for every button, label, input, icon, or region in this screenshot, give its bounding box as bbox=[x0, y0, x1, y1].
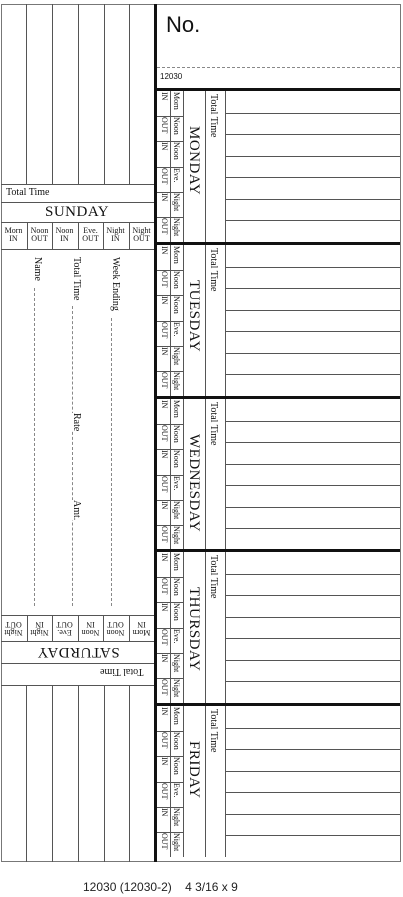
footer-text: 12030 (12030-2) 4 3/16 x 9 bbox=[83, 880, 238, 894]
saturday-slot: Eve. OUT bbox=[56, 620, 73, 637]
slot-label: Eve. bbox=[172, 322, 181, 337]
slot-label: OUT bbox=[160, 476, 169, 493]
week-ending-label: Week Ending bbox=[110, 257, 121, 311]
slot-label: IN bbox=[160, 92, 169, 101]
sunday-slot: Eve. OUT bbox=[82, 226, 99, 243]
slot-label: Morn bbox=[172, 246, 181, 264]
slot-label: Morn bbox=[172, 707, 181, 725]
left-rule bbox=[129, 4, 130, 184]
name-label: Name bbox=[32, 257, 43, 281]
slot-label: Morn bbox=[172, 553, 181, 571]
sunday-slot: Night IN bbox=[106, 226, 125, 243]
slot-label: IN bbox=[160, 246, 169, 255]
slot-label: Night bbox=[172, 193, 181, 212]
day-name: THURSDAY bbox=[186, 587, 202, 672]
slot-label: OUT bbox=[160, 218, 169, 235]
slot-label: Noon bbox=[172, 603, 181, 621]
saturday-line bbox=[1, 641, 154, 642]
saturday-slot: Night IN bbox=[30, 620, 49, 637]
day-separator bbox=[157, 703, 400, 706]
day-total-time-label: Total Time bbox=[208, 555, 219, 599]
slot-label: Noon bbox=[172, 271, 181, 289]
slot-label: Morn bbox=[172, 92, 181, 110]
slot-label: Morn bbox=[172, 400, 181, 418]
left-rule bbox=[52, 4, 53, 184]
slot-label: IN bbox=[160, 142, 169, 151]
day-total-time-label: Total Time bbox=[208, 94, 219, 138]
left-rule bbox=[26, 685, 27, 862]
day-total-time-label: Total Time bbox=[208, 402, 219, 446]
slot-label: IN bbox=[160, 603, 169, 612]
slot-label: OUT bbox=[160, 833, 169, 850]
sunday-top-line bbox=[1, 184, 154, 185]
slot-label: Noon bbox=[172, 757, 181, 775]
slot-label: IN bbox=[160, 347, 169, 356]
day-total-time-label: Total Time bbox=[208, 248, 219, 292]
slot-label: IN bbox=[160, 501, 169, 510]
slot-label: Noon bbox=[172, 296, 181, 314]
day-total-time-label: Total Time bbox=[208, 709, 219, 753]
slot-label: Eve. bbox=[172, 629, 181, 644]
slot-label: Night bbox=[172, 218, 181, 237]
name-line bbox=[34, 288, 35, 606]
number-label: No. bbox=[166, 12, 201, 37]
sunday-slot: Noon OUT bbox=[30, 226, 49, 243]
left-rule bbox=[78, 685, 79, 862]
day-separator bbox=[157, 549, 400, 552]
sunday-line bbox=[1, 202, 154, 203]
slot-label: Eve. bbox=[172, 783, 181, 798]
slot-label: IN bbox=[160, 296, 169, 305]
slot-label: OUT bbox=[160, 578, 169, 595]
sunday-line bbox=[1, 249, 154, 250]
day-separator bbox=[157, 88, 400, 91]
saturday-slot: Night OUT bbox=[4, 620, 23, 637]
saturday-slot: Morn IN bbox=[132, 620, 151, 637]
slot-label: Eve. bbox=[172, 168, 181, 183]
slot-label: Night bbox=[172, 372, 181, 391]
slot-label: Night bbox=[172, 654, 181, 673]
slot-label: OUT bbox=[160, 526, 169, 543]
left-rule bbox=[52, 685, 53, 862]
day-separator bbox=[157, 242, 400, 245]
slot-label: Noon bbox=[172, 578, 181, 596]
slot-label: Night bbox=[172, 501, 181, 520]
slot-label: Night bbox=[172, 808, 181, 827]
slot-label: OUT bbox=[160, 629, 169, 646]
left-rule bbox=[129, 685, 130, 862]
rate-label: Rate bbox=[71, 413, 82, 432]
slot-label: IN bbox=[160, 808, 169, 817]
slot-label: Noon bbox=[172, 732, 181, 750]
slot-label: OUT bbox=[160, 271, 169, 288]
slot-label: Noon bbox=[172, 142, 181, 160]
amount-label: Amt. bbox=[71, 500, 82, 521]
slot-label: IN bbox=[160, 654, 169, 663]
slot-label: Noon bbox=[172, 117, 181, 135]
left-rule bbox=[78, 4, 79, 184]
number-dash-line bbox=[157, 67, 400, 68]
slot-label: Eve. bbox=[172, 476, 181, 491]
saturday-slot: Noon OUT bbox=[106, 620, 125, 637]
sunday-slot: Night OUT bbox=[132, 226, 151, 243]
slot-label: Night bbox=[172, 679, 181, 698]
sunday-total-time-label: Total Time bbox=[6, 187, 50, 198]
card-divider bbox=[154, 4, 157, 862]
day-name: TUESDAY bbox=[186, 280, 202, 353]
day-separator bbox=[157, 396, 400, 399]
sunday-title: SUNDAY bbox=[45, 204, 110, 220]
slot-label: Noon bbox=[172, 425, 181, 443]
saturday-title: SATURDAY bbox=[37, 644, 120, 660]
saturday-total-time-label: Total Time bbox=[100, 666, 144, 677]
total-time-label: Total Time bbox=[71, 257, 82, 301]
slot-label: IN bbox=[160, 450, 169, 459]
slot-label: IN bbox=[160, 553, 169, 562]
slot-label: OUT bbox=[160, 425, 169, 442]
sunday-slot: Noon IN bbox=[55, 226, 74, 243]
slot-label: OUT bbox=[160, 168, 169, 185]
slot-label: OUT bbox=[160, 322, 169, 339]
day-name: FRIDAY bbox=[186, 741, 202, 799]
slot-label: OUT bbox=[160, 117, 169, 134]
week-ending-line bbox=[111, 318, 112, 606]
sunday-slot: Morn IN bbox=[4, 226, 23, 243]
saturday-slot: Noon IN bbox=[81, 620, 100, 637]
left-rule bbox=[104, 4, 105, 184]
slot-label: OUT bbox=[160, 372, 169, 389]
card-number: 12030 bbox=[160, 72, 183, 81]
slot-label: OUT bbox=[160, 732, 169, 749]
slot-label: IN bbox=[160, 400, 169, 409]
left-rule bbox=[104, 685, 105, 862]
slot-label: OUT bbox=[160, 679, 169, 696]
total-time-line bbox=[72, 306, 73, 606]
day-name: WEDNESDAY bbox=[186, 434, 202, 533]
day-name: MONDAY bbox=[186, 126, 202, 196]
slot-label: Noon bbox=[172, 450, 181, 468]
slot-label: Night bbox=[172, 833, 181, 852]
left-rule bbox=[26, 4, 27, 184]
slot-label: IN bbox=[160, 193, 169, 202]
saturday-line bbox=[1, 663, 154, 664]
slot-label: IN bbox=[160, 707, 169, 716]
slot-label: Night bbox=[172, 347, 181, 366]
slot-label: IN bbox=[160, 757, 169, 766]
slot-label: OUT bbox=[160, 783, 169, 800]
slot-label: Night bbox=[172, 526, 181, 545]
